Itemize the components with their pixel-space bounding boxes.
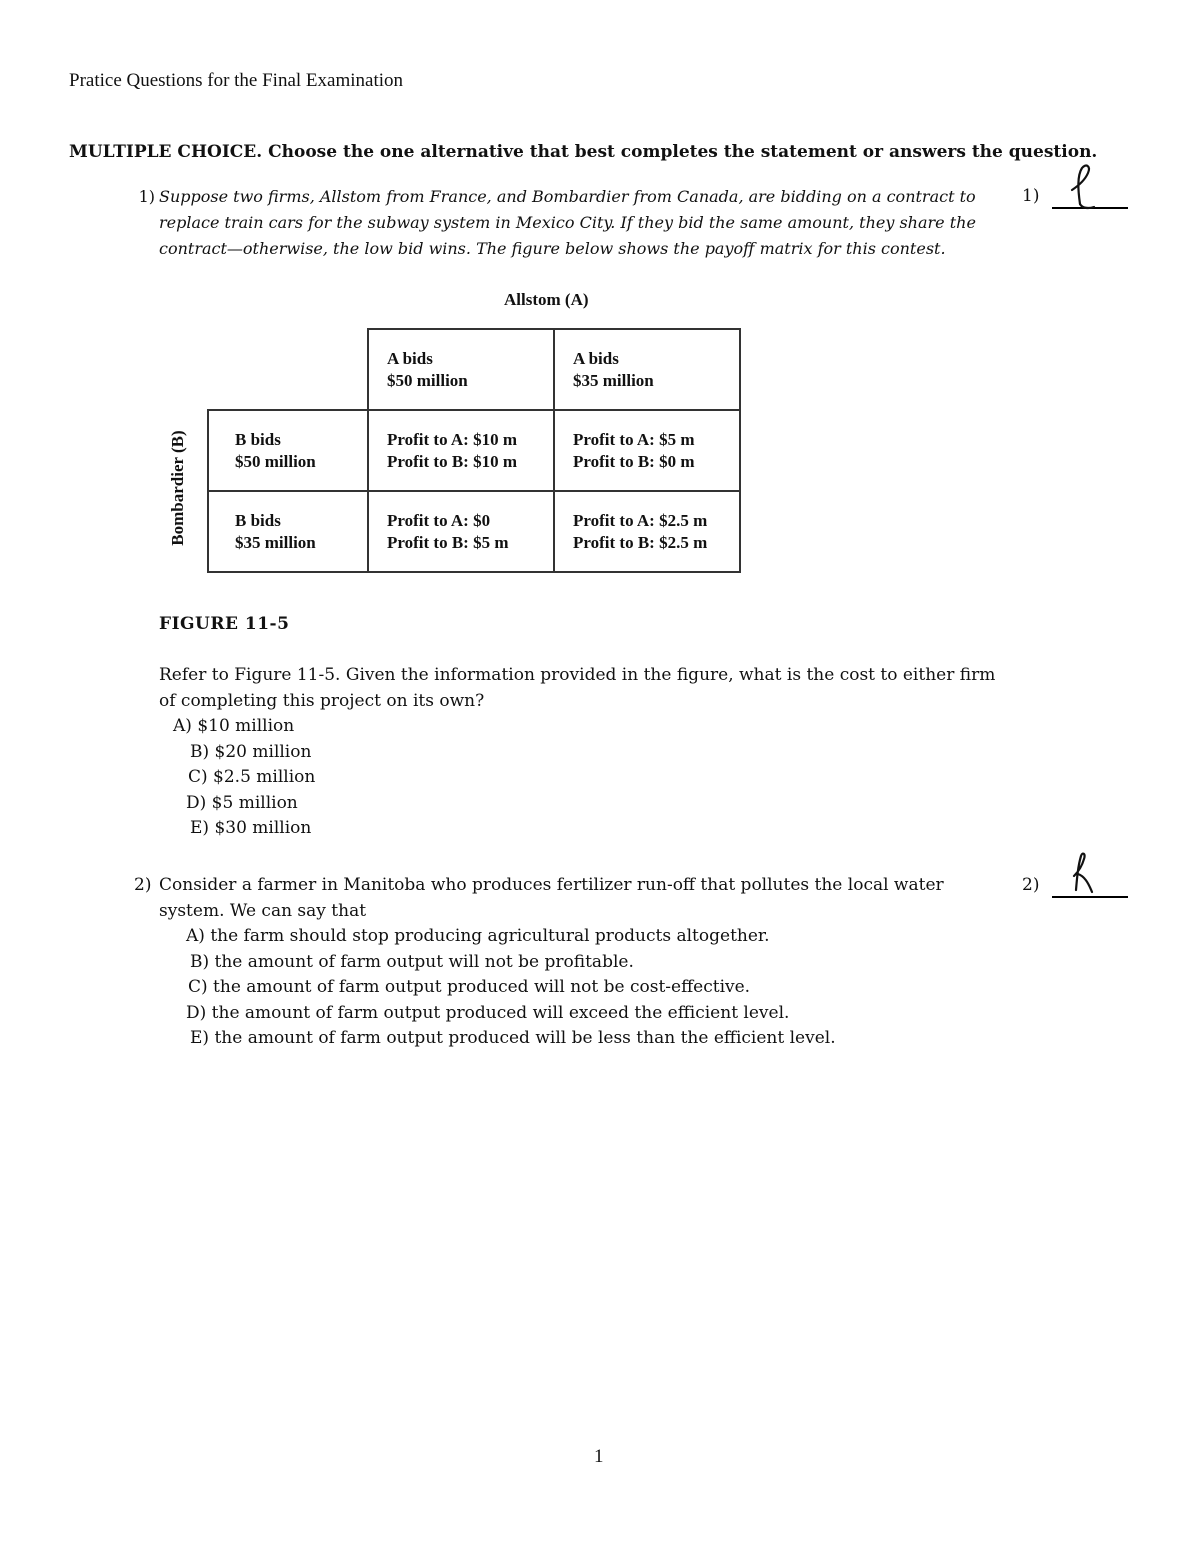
handwritten-answer-1 [1058, 160, 1110, 212]
header-line: $35 million [235, 532, 316, 552]
payoff-cell-b35-a35 [553, 490, 741, 573]
stem-line: contract—otherwise, the low bid wins. The figure below shows the payoff matrix for this contest. [159, 239, 946, 258]
payoff-line: Profit to A: $5 m [573, 429, 695, 449]
page-header: Pratice Questions for the Final Examination [69, 70, 404, 91]
col-header-a50 [367, 328, 555, 411]
question-2-options [186, 924, 836, 1052]
payoff-cell-b50-a35 [553, 409, 741, 492]
stem-line: Suppose two firms, Allstom from France, and Bombardier from Canada, are bidding on a contract to [159, 187, 976, 206]
header-line: B bids [235, 429, 281, 449]
header-line: $50 million [235, 451, 316, 471]
option-a[interactable]: A) the farm should stop producing agricultural products altogether. [186, 926, 770, 946]
stem-line: replace train cars for the subway system in Mexico City. If they bid the same amount, they share the [159, 213, 976, 232]
option-d[interactable]: D) $5 million [186, 792, 298, 813]
row-header-b50 [207, 409, 369, 492]
handwritten-answer-2 [1062, 850, 1108, 896]
payoff-cell-b50-a50 [367, 409, 555, 492]
payoff-line: Profit to B: $0 m [573, 451, 695, 471]
instructions: MULTIPLE CHOICE. Choose the one alternative that best completes the statement or answers the question. [69, 142, 1098, 162]
payoff-line: Profit to B: $5 m [387, 532, 509, 552]
option-c[interactable]: C) $2.5 million [188, 767, 316, 787]
question-1-options [173, 714, 315, 842]
matrix-row-title: Bombardier (B) [168, 430, 187, 546]
option-c[interactable]: C) the amount of farm output produced will not be cost-effective. [188, 977, 751, 997]
page-number: 1 [594, 1446, 604, 1467]
option-b[interactable]: B) $20 million [190, 741, 312, 762]
payoff-line: Profit to A: $0 [387, 510, 491, 530]
question-1-stem [159, 184, 976, 262]
option-e[interactable]: E) $30 million [190, 818, 312, 838]
matrix-column-title: Allstom (A) [504, 290, 589, 309]
option-a[interactable]: A) $10 million [173, 716, 295, 736]
payoff-line: Profit to A: $10 m [387, 429, 517, 449]
stem-line: system. We can say that [159, 900, 367, 921]
question-1-number: 1) [138, 187, 155, 206]
option-e[interactable]: E) the amount of farm output produced will be less than the efficient level. [190, 1028, 836, 1048]
payoff-line: Profit to B: $2.5 m [573, 532, 708, 552]
stem-line: Consider a farmer in Manitoba who produces fertilizer run-off that pollutes the local water [159, 875, 944, 895]
question-2-stem [159, 873, 944, 924]
prompt-line: Refer to Figure 11-5. Given the information provided in the figure, what is the cost to either firm [159, 665, 996, 685]
answer-1-number: 1) [1022, 186, 1040, 206]
row-header-b35 [207, 490, 369, 573]
col-header-a35 [553, 328, 741, 411]
option-b[interactable]: B) the amount of farm output will not be profitable. [190, 951, 634, 972]
header-line: A bids [387, 348, 433, 368]
payoff-cell-b35-a50 [367, 490, 555, 573]
answer-2-number: 2) [1022, 875, 1040, 895]
header-line: $35 million [573, 370, 654, 390]
header-line: B bids [235, 510, 281, 530]
payoff-line: Profit to A: $2.5 m [573, 510, 708, 530]
payoff-line: Profit to B: $10 m [387, 451, 517, 471]
question-2-number: 2) [134, 875, 152, 895]
option-d[interactable]: D) the amount of farm output produced will exceed the efficient level. [186, 1002, 790, 1023]
header-line: $50 million [387, 370, 468, 390]
answer-2-line[interactable] [1052, 896, 1128, 898]
header-line: A bids [573, 348, 619, 368]
question-1-prompt [159, 663, 995, 714]
payoff-matrix [207, 328, 741, 573]
figure-caption: FIGURE 11-5 [159, 614, 290, 634]
prompt-line: of completing this project on its own? [159, 690, 485, 711]
